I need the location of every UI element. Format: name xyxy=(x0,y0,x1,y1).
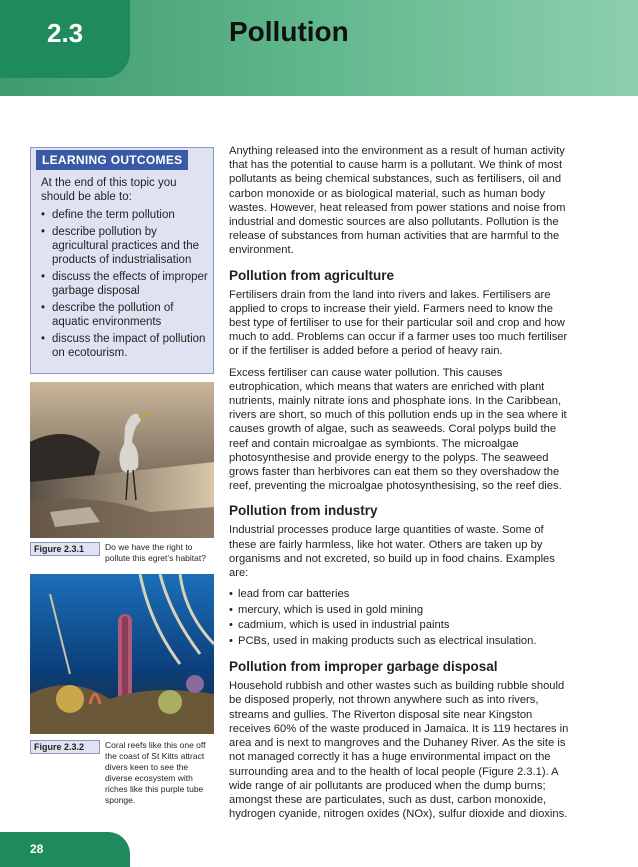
intro-paragraph: Anything released into the environment as a result of human activity that has the potential to cause harm is a pollutant. We think of most pollutants as being chemical substances, such as fertilisers, oil and carbon monoxide or as biological material, such as human body wastes. However, heat released from power stations and noise from industrial and domestic sources are also pollutants. Pollution is the release of substances from human activities that are harmful to the environment. xyxy=(229,145,566,257)
list-item-text: cadmium, which is used in industrial paints xyxy=(238,619,450,632)
list-item: • discuss the effects of improper garbage disposal xyxy=(41,271,208,297)
figure-caption: Do we have the right to pollute this egret’s habitat? xyxy=(105,542,206,563)
learning-outcomes-intro: At the end of this topic you should be able to: xyxy=(41,177,177,203)
figure-label: Figure 2.3.2 xyxy=(30,740,100,754)
list-item: • describe the pollution of aquatic environments xyxy=(41,302,174,328)
learning-outcomes-list xyxy=(41,208,209,363)
paragraph: Excess fertiliser can cause water pollution. This causes eutrophication, which means that waters are enriched with plant nutrients, mainly nitrate ions and phosphate ions. In the Caribbean, rivers are short, so much of this pollution ends up in the sea where it causes growth of algae, such as seaweeds. Coral polyps build the reef and contain microalgae as symbionts. The microalgae photosynthesise and provide energy to the polyps. The seaweed grows faster than herbivores can eat them so they overshadow the reef, preventing the microalgae photosynthesising, so the reef dies. xyxy=(229,366,567,493)
outcome-text: describe the pollution of aquatic environments xyxy=(52,302,174,328)
figure-label: Figure 2.3.1 xyxy=(30,542,100,556)
section-heading-industry: Pollution from industry xyxy=(229,503,378,519)
list-item-text: lead from car batteries xyxy=(238,588,350,601)
outcome-text: discuss the effects of improper garbage disposal xyxy=(52,271,208,297)
footer-tab xyxy=(0,832,130,867)
paragraph: Fertilisers drain from the land into rivers and lakes. Fertilisers are applied to crops to increase their yield. Farmers need to know the best type of fertiliser to use for their particular soil and crop and how much to add. Problems can occur if a farmer uses too much fertiliser or if the fertiliser is added before a period of heavy rain. xyxy=(229,288,568,358)
page-title: Pollution xyxy=(229,16,349,47)
list-item: • cadmium, which is used in industrial paints xyxy=(229,619,450,632)
main-text xyxy=(229,144,569,828)
list-item: • define the term pollution xyxy=(41,209,175,221)
list-item: • discuss the impact of pollution on ecotourism. xyxy=(41,333,206,359)
pollutant-list xyxy=(229,587,569,649)
learning-outcomes-title: LEARNING OUTCOMES xyxy=(36,150,188,170)
outcome-text: discuss the impact of pollution on ecotourism. xyxy=(52,333,206,359)
list-item: • PCBs, used in making products such as electrical insulation. xyxy=(229,634,537,647)
section-heading-garbage: Pollution from improper garbage disposal xyxy=(229,659,498,675)
list-item-text: mercury, which is used in gold mining xyxy=(238,603,424,616)
section-heading-agriculture: Pollution from agriculture xyxy=(229,267,395,283)
coral-reef-photo xyxy=(30,574,214,734)
paragraph: Industrial processes produce large quantities of waste. Some of these are fairly harmless, like hot water. Others are taken up by organisms and not excreted, so build up in food chains. Examples are: xyxy=(229,524,555,580)
learning-outcomes-box xyxy=(30,147,214,374)
page-number: 28 xyxy=(30,842,44,856)
figure-caption: Coral reefs like this one off the coast of St Kitts attract divers keen to see the diverse ecosystem with riches like this purple tube sponge. xyxy=(105,740,206,805)
topic-number: 2.3 xyxy=(47,18,84,48)
page-header xyxy=(0,0,638,96)
outcome-text: describe pollution by agricultural practices and the products of industrialisation xyxy=(52,226,200,266)
egret-photo xyxy=(30,382,214,538)
outcome-text: define the term pollution xyxy=(52,209,175,221)
list-item-text: PCBs, used in making products such as electrical insulation. xyxy=(238,634,537,647)
list-item: • mercury, which is used in gold mining xyxy=(229,603,424,616)
list-item: • describe pollution by agricultural practices and the products of industrialisation xyxy=(41,226,200,266)
list-item: • lead from car batteries xyxy=(229,588,350,601)
paragraph: Household rubbish and other wastes such as building rubble should be disposed properly, not thrown anywhere such as into rivers, streams and gullies. The Riverton disposal site near Kingston receives 60% of the waste produced in Jamaica. It is 119 hectares in area and is next to mangroves and the Duhaney River. As the site is not managed correctly it has a huge environmental impact on the surrounding area and to the health of local people (Figure 2.3.1). A wide range of air pollutants are produced when the dump burns; amongst these are particulates, such as dust, carbon monoxide, hydrogen cyanide, nitrogen oxides (NOx), sulfur dioxide and dioxins. xyxy=(229,680,569,821)
